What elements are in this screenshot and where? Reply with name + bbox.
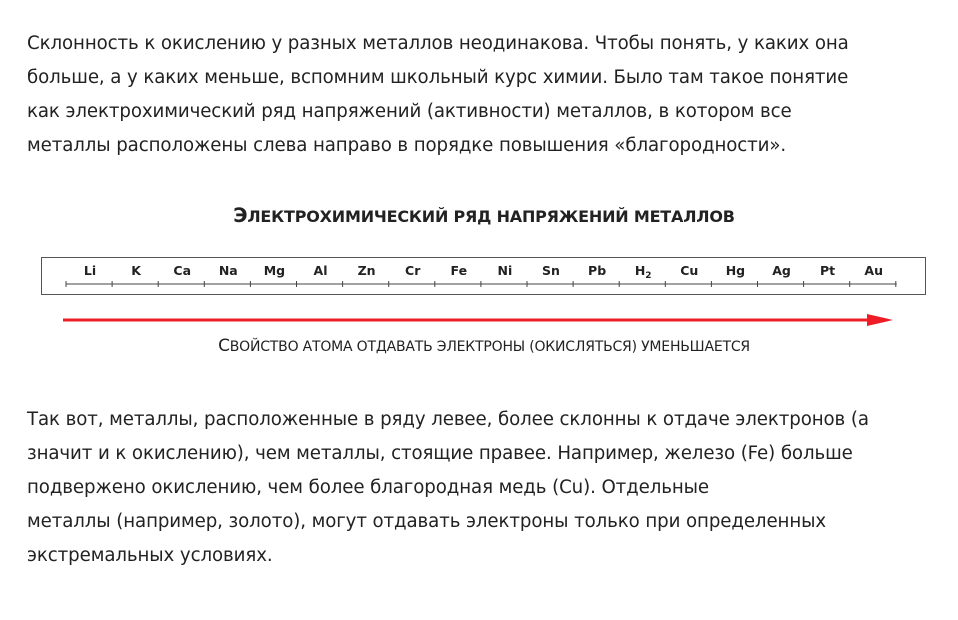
element-label-ni: Ni	[497, 263, 513, 278]
series-box	[41, 257, 926, 295]
element-label-al: Al	[313, 263, 328, 278]
element-label-sn: Sn	[542, 263, 560, 278]
figure-title	[40, 204, 928, 227]
element-label-pt: Pt	[820, 263, 836, 278]
figure-title-capital: Э	[233, 204, 248, 227]
paragraph-line: подвержено окислению, чем более благородная медь (Cu). Отдельные	[27, 477, 710, 498]
element-label-cr: Cr	[405, 263, 421, 278]
paragraph-line: металлы расположены слева направо в порядке повышения «благородности».	[27, 135, 787, 156]
paragraph-line: больше, а у каких меньше, вспомним школьный курс химии. Было там такое понятие	[27, 67, 849, 88]
element-label-hg: Hg	[725, 263, 746, 278]
element-label-zn: Zn	[357, 263, 376, 278]
series-scale	[42, 258, 924, 293]
paragraph-line: металлы (например, золото), могут отдавать электроны только при определенных	[27, 511, 827, 532]
element-label-li: Li	[83, 263, 97, 278]
explanation-paragraph	[27, 403, 942, 573]
element-label-cu: Cu	[680, 263, 699, 278]
paragraph-line: как электрохимический ряд напряжений (активности) металлов, в котором все	[27, 101, 792, 122]
element-label-ca: Ca	[173, 263, 192, 278]
element-label-h2: $H_2$	[634, 263, 652, 281]
figure-caption-rest: ВОЙСТВО АТОМА ОТДАВАТЬ ЭЛЕКТРОНЫ (ОКИСЛЯТЬСЯ) УМЕНЬШАЕТСЯ	[229, 339, 750, 355]
element-label-k: K	[131, 263, 141, 278]
paragraph-line: экстремальных условиях.	[27, 545, 273, 566]
element-label-na: Na	[218, 263, 238, 278]
element-label-pb: Pb	[588, 263, 607, 278]
arrow-head-icon	[867, 314, 893, 326]
element-label-au: Au	[864, 263, 883, 278]
element-label-fe: Fe	[450, 263, 468, 278]
figure-title-rest: ЛЕКТРОХИМИЧЕСКИЙ РЯД НАПРЯЖЕНИЙ МЕТАЛЛОВ	[247, 207, 735, 226]
element-label-mg: Mg	[263, 263, 286, 278]
electrochemical-series-figure	[0, 195, 958, 370]
paragraph-line: Так вот, металлы, расположенные в ряду левее, более склонны к отдаче электронов (а	[27, 409, 869, 430]
figure-caption	[40, 336, 928, 356]
figure-caption-capital: С	[218, 336, 230, 356]
paragraph-line: значит и к окислению), чем металлы, стоящие правее. Например, железо (Fe) больше	[27, 443, 853, 464]
element-label-ag: Ag	[772, 263, 791, 278]
direction-arrow	[55, 313, 900, 327]
intro-paragraph	[27, 27, 942, 163]
paragraph-line: Склонность к окислению у разных металлов неодинакова. Чтобы понять, у каких она	[27, 33, 849, 54]
